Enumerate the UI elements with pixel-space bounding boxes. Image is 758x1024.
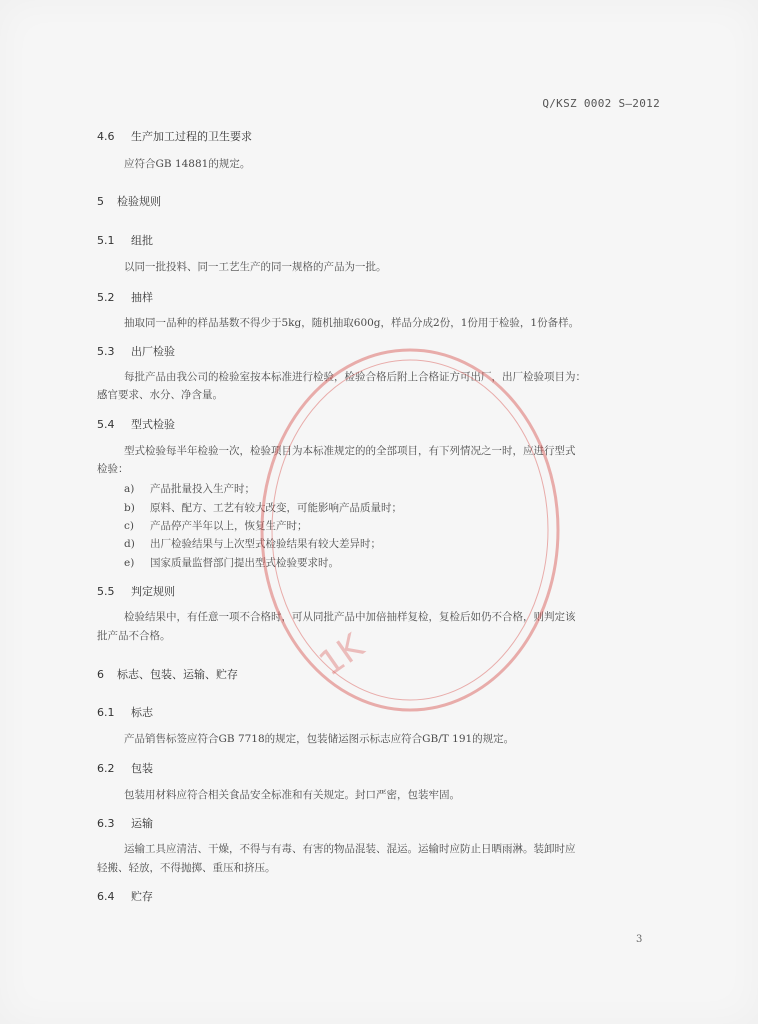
list-marker: e) bbox=[124, 557, 135, 569]
section-heading-6-1 bbox=[97, 704, 153, 720]
section-number: 5.2 bbox=[97, 291, 115, 304]
list-item-text: 原料、配方、工艺有较大改变，可能影响产品质量时； bbox=[150, 502, 402, 514]
standard-number: Q/KSZ 0002 S—2012 bbox=[542, 97, 660, 110]
paragraph-6-3-line-1: 运输工具应清洁、干燥，不得与有毒、有害的物品混装、混运。运输时应防止日晒雨淋。装卸时应 bbox=[124, 843, 576, 855]
section-heading-5 bbox=[97, 193, 161, 209]
list-item-text: 出厂检验结果与上次型式检验结果有较大差异时； bbox=[150, 538, 381, 550]
paragraph-5-3-line-1: 每批产品由我公司的检验室按本标准进行检验，检验合格后附上合格证方可出厂，出厂检验项目为： bbox=[124, 371, 586, 383]
section-title: 判定规则 bbox=[131, 585, 175, 598]
section-title: 出厂检验 bbox=[131, 345, 175, 358]
section-heading-5-3 bbox=[97, 343, 175, 359]
paragraph-5-4-line-2: 检验： bbox=[97, 463, 129, 475]
paragraph-5-1: 以同一批投料、同一工艺生产的同一规格的产品为一批。 bbox=[124, 261, 387, 273]
list-item bbox=[124, 536, 381, 551]
paragraph-5-5-line-2: 批产品不合格。 bbox=[97, 630, 171, 642]
section-number: 6 bbox=[97, 668, 104, 681]
list-item bbox=[124, 518, 308, 533]
list-marker: a) bbox=[124, 483, 135, 495]
paragraph-5-2: 抽取同一品种的样品基数不得少于5kg，随机抽取600g，样品分成2份，1份用于检验，1份备样。 bbox=[124, 317, 580, 329]
section-heading-6-4 bbox=[97, 888, 153, 904]
paragraph-6-2: 包装用材料应符合相关食品安全标准和有关规定。封口严密，包装牢固。 bbox=[124, 789, 460, 801]
section-heading-5-5 bbox=[97, 583, 175, 599]
list-item-text: 产品停产半年以上，恢复生产时； bbox=[150, 520, 308, 532]
section-number: 6.4 bbox=[97, 890, 115, 903]
section-number: 6.2 bbox=[97, 762, 115, 775]
paragraph-5-4-line-1: 型式检验每半年检验一次，检验项目为本标准规定的的全部项目，有下列情况之一时，应进行型式 bbox=[124, 445, 576, 457]
list-item bbox=[124, 555, 339, 570]
list-marker: b) bbox=[124, 502, 135, 514]
section-heading-6 bbox=[97, 666, 238, 682]
section-number: 5.4 bbox=[97, 418, 115, 431]
list-marker: c) bbox=[124, 520, 134, 532]
section-heading-4-6 bbox=[97, 128, 252, 144]
page-number: 3 bbox=[636, 934, 643, 945]
list-item-text: 国家质量监督部门提出型式检验要求时。 bbox=[150, 557, 339, 569]
section-title: 检验规则 bbox=[117, 195, 161, 208]
paragraph-5-3-line-2: 感官要求、水分、净含量。 bbox=[97, 389, 223, 401]
section-heading-5-2 bbox=[97, 289, 153, 305]
list-item-text: 产品批量投入生产时； bbox=[150, 483, 255, 495]
list-item bbox=[124, 500, 402, 515]
section-title: 标志、包装、运输、贮存 bbox=[117, 668, 238, 681]
section-number: 5.1 bbox=[97, 234, 115, 247]
section-number: 6.3 bbox=[97, 817, 115, 830]
section-number: 5.3 bbox=[97, 345, 115, 358]
section-title: 贮存 bbox=[131, 890, 153, 903]
seal-text: 1K bbox=[312, 626, 371, 685]
section-title: 型式检验 bbox=[131, 418, 175, 431]
section-title: 抽样 bbox=[131, 291, 153, 304]
list-marker: d) bbox=[124, 538, 135, 550]
section-title: 包装 bbox=[131, 762, 153, 775]
section-heading-6-2 bbox=[97, 760, 153, 776]
section-heading-6-3 bbox=[97, 815, 153, 831]
paragraph-6-3-line-2: 轻搬、轻放，不得抛掷、重压和挤压。 bbox=[97, 862, 276, 874]
section-number: 4.6 bbox=[97, 130, 115, 143]
list-item bbox=[124, 481, 255, 496]
paragraph-4-6: 应符合GB 14881的规定。 bbox=[124, 158, 251, 170]
section-number: 6.1 bbox=[97, 706, 115, 719]
section-number: 5.5 bbox=[97, 585, 115, 598]
section-number: 5 bbox=[97, 195, 104, 208]
section-title: 生产加工过程的卫生要求 bbox=[131, 130, 252, 143]
section-heading-5-4 bbox=[97, 416, 175, 432]
paragraph-6-1: 产品销售标签应符合GB 7718的规定，包装储运图示标志应符合GB/T 191的规定。 bbox=[124, 733, 515, 745]
section-heading-5-1 bbox=[97, 232, 153, 248]
paragraph-5-5-line-1: 检验结果中，有任意一项不合格时，可从同批产品中加倍抽样复检，复检后如仍不合格，则判定该 bbox=[124, 611, 576, 623]
section-title: 标志 bbox=[131, 706, 153, 719]
section-title: 组批 bbox=[131, 234, 153, 247]
section-title: 运输 bbox=[131, 817, 153, 830]
